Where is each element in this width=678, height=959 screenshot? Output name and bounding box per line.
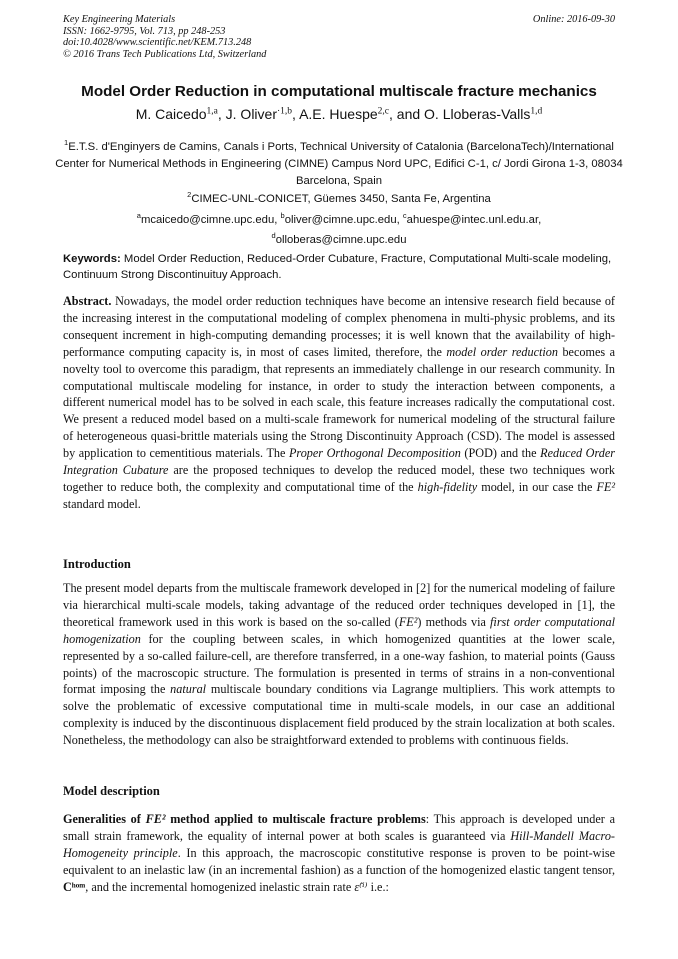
math-symbol: ε̇⁽ⁱ⁾ <box>354 879 368 894</box>
abstract-text: becomes a novelty tool to overcome this paradigm, that represents an immediately challenge in our research community. In computational multiscale modeling for instance, in order to study the interaction between components, a different numerical model has to be solved in each scale, this feature increases radically the computational cost. We present a reduced model based on a multi-scale framework for numerical modeling of the structural failure of heterogeneous quasi-brittle materials using the Strong Discontinuity Approach (CSD). The model is assessed by application to cementitious materials. The <box>63 344 615 461</box>
model-text: . In this approach, the macroscopic constitutive response is proven to be point-wise equivalent to an inelastic law (in an incremental fashion) as a function of the homogenized elastic tangent tensor, <box>63 845 615 877</box>
email-address[interactable]: olloberas@cimne.upc.edu <box>275 233 407 246</box>
intro-text: multiscale boundary conditions via Lagrange multipliers. This work attempts to solve the problematic of excessive computational time in multi-scale models, in our case an additional complexity is induced by the discontinuous displacement field produced by the strain localization at both scales. Nonetheless, the methodology can also be straightforward extended to problems with continuous fields. <box>63 682 615 748</box>
journal-header <box>63 14 615 60</box>
email-address[interactable]: ahuespe@intec.unl.edu.ar <box>406 213 539 226</box>
model-text: , and the incremental homogenized inelastic strain rate <box>85 879 355 894</box>
abstract-emphasis: high-fidelity <box>417 479 478 494</box>
intro-text: The present model departs from the multiscale framework developed in [2] for the numerical modeling of failure via hierarchical multi-scale models, taking advantage of the reduced order techniques developed in [1], the theoretical framework used in this work is based on the so-called ( <box>63 581 615 629</box>
author-affiliation-marker: 1,d <box>530 106 543 117</box>
abstract-text: (POD) and the <box>460 446 541 461</box>
abstract-emphasis: Proper Orthogonal Decomposition <box>288 446 461 461</box>
email-separator: , <box>538 213 542 226</box>
abstract-text: Nowadays, the model order reduction techniques have become an intensive research field because of the increasing interest in the computational modeling of complex phenomena in multi-physic problems, and its consequent increment in high-computing demanding processes; it is well known that the availability of high-performance computing capacity is, in most of cases limited, therefore, the <box>63 294 615 359</box>
affiliation-text: E.T.S. d'Enginyers de Camins, Canals i Ports, Technical University of Catalonia (BarcelonaTech)/International Center for Numerical Methods in Engineering (CIMNE) Campus Nord UPC, Edifici C-1, c/ Jordi Girona 1-3, 08034 Barcelona, Spain <box>55 140 623 187</box>
model-text: i.e.: <box>367 879 389 894</box>
intro-text: for the coupling between scales, in which homogenized quantities at the lower scale, represented by a so-called failure-cell, are therefore transferred, in a one-way fashion, to material points (Gauss points) of the macroscopic structure. The formulation is presented in terms of strains in a non-conventional format imposing the <box>63 631 615 697</box>
model-text: : This approach is developed under a small strain framework, the equality of internal power at both scales is guaranteed via <box>63 812 615 843</box>
abstract-text: model, in our case the <box>477 479 597 494</box>
math-symbol: FE² <box>596 479 615 494</box>
email-marker: b <box>280 211 285 220</box>
intro-text: ) methods via <box>417 614 491 629</box>
author-separator: , <box>217 106 226 122</box>
email-marker: c <box>402 211 407 220</box>
email-separator: , <box>274 213 281 226</box>
journal-copyright: © 2016 Trans Tech Publications Ltd, Switzerland <box>63 48 267 60</box>
email-separator: , <box>396 213 403 226</box>
math-symbol: FE² <box>398 614 418 629</box>
online-date: Online: 2016-09-30 <box>532 14 615 25</box>
email-marker: a <box>136 211 141 220</box>
model-emphasis: Hill-Mandell Macro-Homogeneity principle <box>63 828 615 860</box>
author-name: O. Lloberas-Valls <box>424 106 531 122</box>
math-symbol: Cʰᵒᵐ <box>63 879 86 894</box>
author-list <box>20 106 658 122</box>
email-address[interactable]: mcaicedo@cimne.upc.edu <box>140 213 275 226</box>
journal-name: Key Engineering Materials <box>63 14 176 25</box>
paper-title: Model Order Reduction in computational multiscale fracture mechanics <box>81 83 597 100</box>
introduction-paragraph <box>63 580 615 749</box>
email-list <box>55 208 623 248</box>
abstract-label: Abstract. <box>63 294 112 308</box>
author-name: J. Oliver <box>225 106 277 122</box>
keywords <box>63 251 615 283</box>
subsection-title-text: Generalities of <box>63 812 146 826</box>
author-affiliation-marker: 1,a <box>206 106 218 117</box>
keywords-text: Model Order Reduction, Reduced-Order Cubature, Fracture, Computational Multi-scale modeling, Continuum Strong Discontinuituy Approach. <box>63 253 612 281</box>
abstract-text: are the proposed techniques to develop the reduced model, these two techniques work together to reduce both, the complexity and computational time of the <box>63 463 615 494</box>
author-affiliation-marker: ·1,b <box>277 106 293 117</box>
model-description-paragraph <box>63 811 615 896</box>
subsection-title-text: method applied to multiscale fracture problems <box>165 812 426 826</box>
abstract-emphasis: Reduced Order Integration Cubature <box>63 446 616 478</box>
intro-emphasis: first order computational homogenization <box>63 614 615 646</box>
intro-emphasis: natural <box>170 682 207 697</box>
abstract-text: standard model. <box>63 496 141 511</box>
affiliation-marker: 2 <box>187 190 192 199</box>
affiliation-marker: 1 <box>64 138 69 147</box>
email-marker: d <box>271 230 276 240</box>
journal-issn: ISSN: 1662-9795, Vol. 713, pp 248-253 <box>63 25 226 37</box>
author-separator: , and <box>389 106 425 122</box>
subsection-title <box>63 812 426 826</box>
affiliation-text: CIMEC-UNL-CONICET, Güemes 3450, Santa Fe, Argentina <box>191 192 491 205</box>
email-address[interactable]: oliver@cimne.upc.edu <box>284 213 397 226</box>
section-heading-introduction: Introduction <box>63 557 131 571</box>
abstract <box>63 293 615 513</box>
math-symbol: FE² <box>145 812 166 826</box>
author-affiliation-marker: 2,c <box>377 106 390 117</box>
abstract-emphasis: model order reduction <box>446 344 558 359</box>
author-separator: , <box>292 106 300 122</box>
author-name: M. Caicedo <box>135 106 207 122</box>
author-name: A.E. Huespe <box>299 106 378 122</box>
affiliation-2 <box>55 186 623 208</box>
keywords-label: Keywords: <box>63 253 121 265</box>
section-heading-model-description: Model description <box>63 784 160 798</box>
affiliation-1 <box>55 134 623 190</box>
journal-doi: doi:10.4028/www.scientific.net/KEM.713.248 <box>63 37 252 49</box>
